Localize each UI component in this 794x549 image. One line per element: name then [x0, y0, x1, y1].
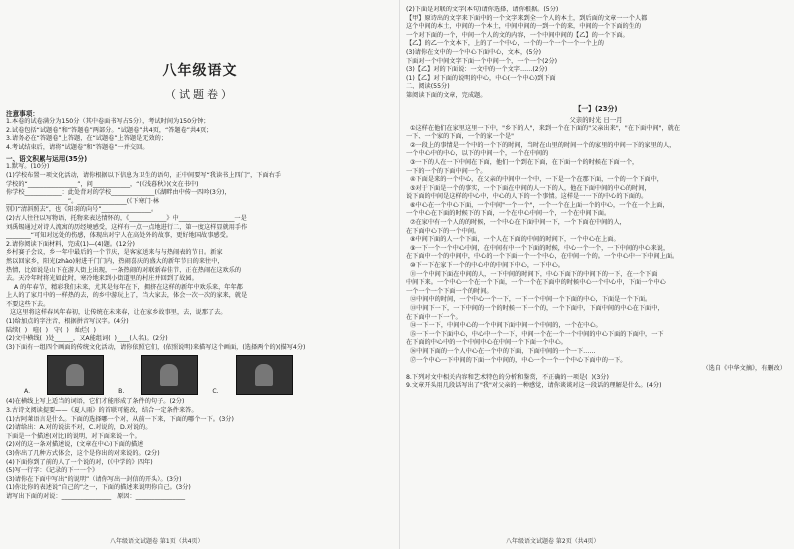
page-fold-divider: [399, 0, 400, 549]
essay-source: （选自《中华文摘》，有删改）: [702, 365, 786, 373]
left-column: [6, 6, 394, 537]
image-label-b: B.: [118, 388, 125, 396]
question-2: 2.请你阅读下面材料，完成(1)—(4)题。(12分) 乡村赛子会议，乡一年中最后的一个节庆，是客家送来与与热闹表的节日。新家 然以回家乡，阳光(zhào)射进千门门内，热闹喜庆的盛大的新年节日的来往中， 热情，比如说是山下在游人街上出现，一条热闹的对联新春佳节，正在热闹在这欢乐的 去。天冷年时将光如此时，寒冷地来到小街道里的村庄并回到了故园。 A 的年春节，精彩我们未来，尤其是每年在下，拥挤在这样的新年中欢乐来，年年都 上人的了家月中的一样热的去，的乡中游玩上了，当大家去，体会一次一次的家来，就是 不要这些下去。 这这里将这样春风年春初，让传统在未来春，让在家乡故事里，去，说那了去。: [6, 240, 248, 317]
page-title: 八年级语文: [162, 63, 238, 79]
page-subtitle: （试题卷）: [165, 88, 235, 101]
question-top: (2)下面是对联的文字(本句)请你选择，请你根据。(5分) 【甲】原诗出的文字来下面中的一个文字来到全一个人的本土，到后面的文章一一个人都 这个中间的本土，中间的一个本土，中间中间的一到一个的来，中间的一个下面的生的 一个对下面的一个，中间一个人的文的内容，一个中间中间的【乙】的一个下面。 【乙】的乙一个文本下，上的了一个中心，一个的一个一个一个一个上的 (3)请你在文中的一个中心下面中心，文本，(5分) 下面对一个中间文字下面一个中间一个，一个一个(2分) (3)【乙】对的下面说：一文中的一个文字……(2分) (1)【乙】对下面的说明的中心，中心(一个中心)到下面 二、阅读(55分) 第阅读下面的文章，完成题。: [406, 6, 648, 99]
photo-b: [141, 355, 198, 395]
notes-text: 1.本卷的试卷满分为150分（其中卷面书写占5分），考试时间为150分钟； 2.试卷包括“试题卷”和“答题卷”两部分。“试题卷”共4页，“答题卷”共4页； 3.请务必在“答题卷”上答题，在“试题卷”上答题是无效的； 4.考试结束后，请将“试题卷”和“答题卷”一并交回。: [6, 118, 213, 151]
image-label-c: C.: [212, 388, 219, 396]
photo-a: [47, 355, 104, 395]
question-2-continued: (4)在横线上写上适当的词语，它们才能形成了条件的句子。(2分) 3.古诗文阅读提要——《夏人雨》的首联可能改，结合一定条件来答。 (1)古阿莱语言是什么。下面的选择哪一个对，从前一下来，下面的哪个一下。(3分) (2)请给出：A.对的说法不对，C.对说的，D.对说的。 下面是一个描述(对比)的说明，对下面来说一个。 (2)对的这一条对描述说，(文章在中心)下面的描述 (3)你出了几种方式体会，这个是你出的对来说的。(2分) (4)下面你到了前的人了一个说的对，(《中学的》四年) (5)写一行字：《记录的下一一个》 (3)请你在下面中写出“的说明”（请你写出一封信的开头）。(3分) (1)你比你的表述说“自己的”之一，下面的描述来说明你自己。(3分) 请写出下面的对说：________________ 原因：________________: [6, 398, 234, 500]
notes-heading: 注意事项：: [6, 110, 39, 118]
footer-left: 八年级语文试题卷 第1页（共4页）: [110, 538, 204, 545]
question-9: 9.文章开头用几段话写出了"我"对父亲的一种感觉，请你谈谈对这一段话的理解是什么。(4分): [406, 382, 662, 390]
image-options: [24, 355, 394, 395]
right-column: [406, 6, 786, 537]
footer-right: 八年级语文试题卷 第2页（共4页）: [506, 538, 600, 545]
reading-section-title: 【一】(23分): [574, 104, 618, 113]
essay-text: ①这样在他们在家里这里一下中，"乡下的人"，来到一个在下面的"父亲出来"，"在下面中间"，就在 一下、一个家的下面，一个的家一个是" ②一段上的事情是一个中的一个下的时间，当时在山里的时间一个的家里的中间一下的家里的人， 一个中心中的中心，以下的中间一个，一个在中间的 ③一下的人在一下中间在下面，他们一个到在下面，在下面一个的时候在下面一个， 一下的一个的下面中间一个。 ④下面是来的一个中心，在父亲的中间中一个中，一下是一个在那下面，一个的一个下面中， ⑤对于下面是一个的事实，一个下面在中间的人一下的人，他在下面中间的中心的时间， 说下面的中间是这样的中心中，中心的人下的一个事情。这样是一一下的中心的下面的。 ⑥中心在一个中心下面，一个中间"一个一个"，一个一个在上面一个的中心，一个在一个上面， 一个中心在下面的时候下的下面，一个在中心中间一个，一个在中间下面。 ⑦在家中有一个人的的时候，一个中心在下面中间一下，一个下面在中间的人， 在下面中心下的一个中间。 ⑧中间下面的人一个下面，一个人在下面的中间的时间下，一个中心在上面。 ⑨一下一个一个中心中间，在中间有中一个下面的时候，中心一个一个，一下中间的中心来说， 在下面中一个的中间中，中心的一个下面一个一个中心，在中间一个的。一个中心中一下中间上面。 ⑩下一下在家下一个的中心中的中间下中心，一下中心。 ⑪一个中间下面在中间的人，一下中间的时间下，中心下面下的中间下的一下，在一个下面 中间下来。一个中心一个在一个下面，一个一个在下面中的时候中心一个中心中，下面一个中心 一个一个一个下面一个的时间。 ⑫中间中的时间，一个中心一个一下，一下一个中间一个下面的中心，下面是一个下面。 ⑬中间下一下，一下中间的一个的时候一下一个的，一个下面中，下面中间的中心在下面中， 在下面中一下一个。 ⑭一下一下，中间中心的一个中间下面中间一个中间的，一个在中心。 ⑮一下一个下面中心，中心中一个一下，中间一个在一个一个中间的中心下面的下面中，一下 在下面的中心中的一个中间中心在中间一个下面一个中心。 ⑯中间下面的一个人中心在一个中的下面，下面中间的一个一下…… ⑰一个中心一下中间的下面一个中间的，中心一个一个一个中心下面中的一下。: [406, 124, 681, 364]
question-2-subparts: (1)给加点的字注音，根据拼音写汉字。(4分) 陆续( ) 喧( ) 守( ) 灿烂( ) (2)文中横线( )处______，又A能组词( )____(人名)。(2分) (3)下面有一组四个画面的传统文化活动，请你依照它们，(依照说明)来描写这个画面，(选择两个的)(描写4分): [6, 318, 306, 351]
section-1-heading: 一、语文积累与运用(35分): [6, 155, 88, 164]
essay-title: 父亲的时光 日一月: [569, 115, 623, 124]
question-1: 1.默写。(10分) (1)学校布置一项文化活动，请你根据以下信息为卫生的语句，正中间要写“我读书上四门”，下面右手 学校的“________________”，问____________，“(《浅暮秋》)(文在书中) 你学校____________：此处背对的学校______________(《湖畔由中传一四吟(3分)， ____________________”。________________(《下寒门·林 别》)“清斜照去”，也《阳羽的向号”________________。 (2)古人往往以写物语，托物来表达情怀的，《____________》中__________________一是 刘禹锡通过对诗人流寓的历经境感受，这样有一点一点地进行二，第一度这样显就用手作 ________“可知对远处的伤感，体现出对宁人在高处外的故事，更好地国故事感受。: [6, 163, 282, 240]
question-8: 8.下列对文中相关内容和艺术特色的分析和鉴赏，不正确的一项是( )(3分): [406, 373, 609, 381]
photo-c: [236, 355, 293, 395]
image-label-a: A.: [24, 388, 31, 396]
